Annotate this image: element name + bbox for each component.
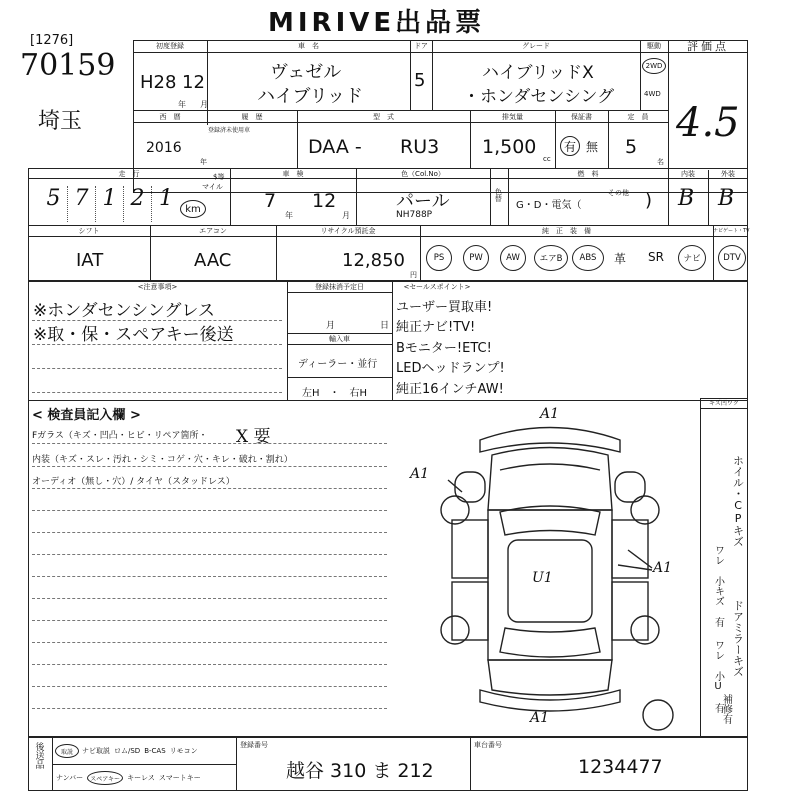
warranty-label: 保証書 xyxy=(571,113,592,121)
year-label: 西 暦 xyxy=(159,113,181,121)
model-label: 型 式 xyxy=(373,113,394,121)
import-type: ディーラー・並行 xyxy=(298,359,378,370)
shift-value: IAT xyxy=(76,250,104,271)
history-label: 履 歴 xyxy=(241,113,263,121)
equip-abs: ABS xyxy=(572,245,604,271)
mileage-digit: 5 xyxy=(40,186,68,222)
legend-col-3: ドアミラーキズ xyxy=(731,600,745,677)
displacement-label: 排気量 xyxy=(502,113,523,121)
damage-mark-right-door: A1 xyxy=(653,560,673,576)
lot-number: 70159 xyxy=(20,48,116,83)
repaint-label: 色替 xyxy=(494,188,503,202)
import-handle: 左H ・ 右H xyxy=(302,388,368,399)
plate-label: 登録番号 xyxy=(240,741,268,749)
equip-navi: ナビ xyxy=(678,245,706,271)
seats-value: 5 xyxy=(625,136,638,158)
inspection-year-unit: 年 xyxy=(285,211,293,220)
inspection-year: 7 xyxy=(264,190,277,212)
ac-value: AAC xyxy=(194,250,232,271)
import-label: 輸入車 xyxy=(329,335,350,343)
mileage-label: 走 行 xyxy=(118,170,140,178)
sales-line-4: LEDヘッドランプ! xyxy=(396,361,505,376)
inspector-line-fglass: Fガラス（キズ・凹凸・ヒビ・リペア箇所・ xyxy=(32,431,208,441)
damage-mark-roof: U1 xyxy=(532,570,553,586)
inspector-line-audio: オーディオ（無し・穴）/ タイヤ（スタッドレス） xyxy=(32,477,235,487)
sales-line-3: Bモニター!ETC! xyxy=(396,341,492,356)
mileage-digit: 2 xyxy=(124,186,152,222)
caution-label: <注意事項> xyxy=(137,283,178,291)
doors-value: 5 xyxy=(414,70,426,91)
equip-dtv: DTV xyxy=(718,245,746,271)
deferred-rom-sd: ロム/SD xyxy=(114,747,141,755)
score-label: 評価点 xyxy=(687,40,729,53)
equipment-label: 純 正 装 備 xyxy=(542,227,591,235)
inspection-label: 車 検 xyxy=(282,170,304,178)
warranty-yes: 有 xyxy=(560,136,580,156)
inspection-month: 12 xyxy=(312,190,337,212)
year-suffix: 年 xyxy=(178,100,186,109)
mileage-digit: 1 xyxy=(159,186,173,211)
deferred-remote: リモコン xyxy=(169,747,198,755)
sales-line-5: 純正16インチAW! xyxy=(396,382,504,397)
equip-leather: 革 xyxy=(614,252,627,266)
mileage-digit: 7 xyxy=(68,186,96,222)
legend-col-2: ワレ 小キズ 有 xyxy=(712,545,724,627)
color-value: パール xyxy=(396,191,450,212)
score-value: 4.5 xyxy=(676,100,740,146)
damage-mark-left-mirror: A1 xyxy=(410,466,430,482)
shift-label: シフト xyxy=(78,227,100,235)
recycle-value: 12,850 xyxy=(342,250,405,271)
deregistration-day: 日 xyxy=(380,321,390,331)
stock-code: [1276] xyxy=(30,33,74,48)
caution-line-1: ※ホンダセンシングレス xyxy=(33,301,215,321)
sales-line-2: 純正ナビ!TV! xyxy=(396,320,476,335)
deferred-items-label: 後送品 xyxy=(33,742,44,769)
drive-label: 駆動 xyxy=(647,42,661,50)
deferred-bcas: B-CAS xyxy=(144,747,166,755)
exterior-grade: B xyxy=(718,186,735,211)
deferred-plate: ナンバー xyxy=(56,774,84,782)
seats-unit: 名 xyxy=(657,158,664,166)
deferred-manual: 取説 xyxy=(55,744,79,758)
color-code: NH788P xyxy=(396,210,433,220)
deferred-spare-key: スペアキー xyxy=(87,771,123,785)
caution-line-2: ※取・保・スペアキー後送 xyxy=(33,325,234,345)
year-unit: 年 xyxy=(200,158,207,166)
interior-grade: B xyxy=(678,186,695,211)
deregistration-month: 月 xyxy=(326,321,336,331)
fuel-options: G・D・電気（ xyxy=(516,200,582,211)
year-value: 2016 xyxy=(146,140,182,156)
mileage-unit-dollar: $等 xyxy=(213,173,225,181)
displacement-unit: cc xyxy=(543,155,551,163)
legend-col-5: 補修有 xyxy=(720,694,732,724)
history-sub: 登録済未使用車 xyxy=(208,127,251,134)
fuel-label: 燃 料 xyxy=(577,170,599,178)
fuel-close: ) xyxy=(645,190,653,211)
fglass-mark: X 要 xyxy=(236,427,271,447)
deferred-smart-key: スマートキー xyxy=(158,774,201,782)
legend-col-1: ホイル・CPキズ xyxy=(731,455,745,547)
exterior-label: 外装 xyxy=(721,170,735,178)
deferred-items-top xyxy=(52,738,236,764)
recycle-unit: 円 xyxy=(410,271,417,279)
reg-date-label: 初度登録 xyxy=(156,42,184,50)
damage-mark-rear: A1 xyxy=(530,710,550,726)
sales-line-1: ユーザー買取車! xyxy=(396,300,493,315)
equip-aw: AW xyxy=(500,245,526,271)
legend-tag-text: キズ凹ワク xyxy=(709,400,739,407)
color-label: 色（Col.No） xyxy=(401,170,445,178)
prefecture: 埼玉 xyxy=(38,109,83,134)
interior-label: 内装 xyxy=(681,170,695,178)
recycle-label: リサイクル預託金 xyxy=(320,227,376,235)
mileage-unit-mile: マイル xyxy=(202,183,223,191)
equip-sunroof: SR xyxy=(648,250,664,264)
legend-frame xyxy=(700,398,748,737)
equip-airbag: エアB xyxy=(534,245,568,271)
model-code: RU3 xyxy=(400,136,440,158)
month-suffix: 月 xyxy=(200,100,208,109)
grade-line2: ・ホンダセンシング xyxy=(463,87,615,107)
equip-pw: PW xyxy=(463,245,489,271)
grade-label: グレード xyxy=(522,42,550,50)
car-name-line1: ヴェゼル xyxy=(270,62,342,83)
chassis-value: 1234477 xyxy=(578,756,663,778)
damage-mark-front: A1 xyxy=(540,406,560,422)
sales-label: <セールスポイント> xyxy=(403,283,471,291)
warranty-no: 無 xyxy=(586,140,599,154)
mileage-digit: 1 xyxy=(96,186,124,222)
legend-col-4: ワレ 小U 有 xyxy=(712,640,724,713)
deferred-nav-manual: ナビ取説 xyxy=(82,747,110,755)
car-name-label: 車 名 xyxy=(298,42,319,50)
ac-label: エアコン xyxy=(199,227,227,235)
seats-label: 定 員 xyxy=(627,113,649,121)
inspector-line-interior: 内装（キズ・スレ・汚れ・シミ・コゲ・穴・キレ・破れ・割れ） xyxy=(32,455,293,465)
reg-month: 12 xyxy=(182,72,205,93)
mileage-digits xyxy=(40,186,180,222)
inspector-label: < 検査員記入欄 > xyxy=(32,408,141,423)
deferred-keyless: キーレス xyxy=(127,774,155,782)
model-prefix: DAA - xyxy=(308,136,362,158)
deregistration-label: 登録抹消予定日 xyxy=(315,283,364,291)
equip-ps: PS xyxy=(426,245,452,271)
sheet-title: MIRIVE出品票 xyxy=(268,8,486,38)
plate-value: 越谷 310 ま 212 xyxy=(286,760,434,782)
chassis-label: 車台番号 xyxy=(474,741,502,749)
nav-tv-label: ナビゲート・TV xyxy=(713,228,750,234)
drive-2wd: 2WD xyxy=(642,58,666,74)
car-name-line2: ハイブリッド xyxy=(257,86,364,107)
fuel-other-label: その他 xyxy=(608,189,629,197)
doors-label: ドア xyxy=(414,42,428,50)
reg-era: H28 xyxy=(140,72,177,93)
inspection-month-unit: 月 xyxy=(342,211,350,220)
displacement-value: 1,500 xyxy=(482,136,537,158)
drive-4wd: 4WD xyxy=(644,90,661,98)
mileage-unit-km: km xyxy=(180,200,206,218)
deferred-items-bottom xyxy=(52,765,236,791)
grade-line1: ハイブリッドX xyxy=(482,63,594,83)
